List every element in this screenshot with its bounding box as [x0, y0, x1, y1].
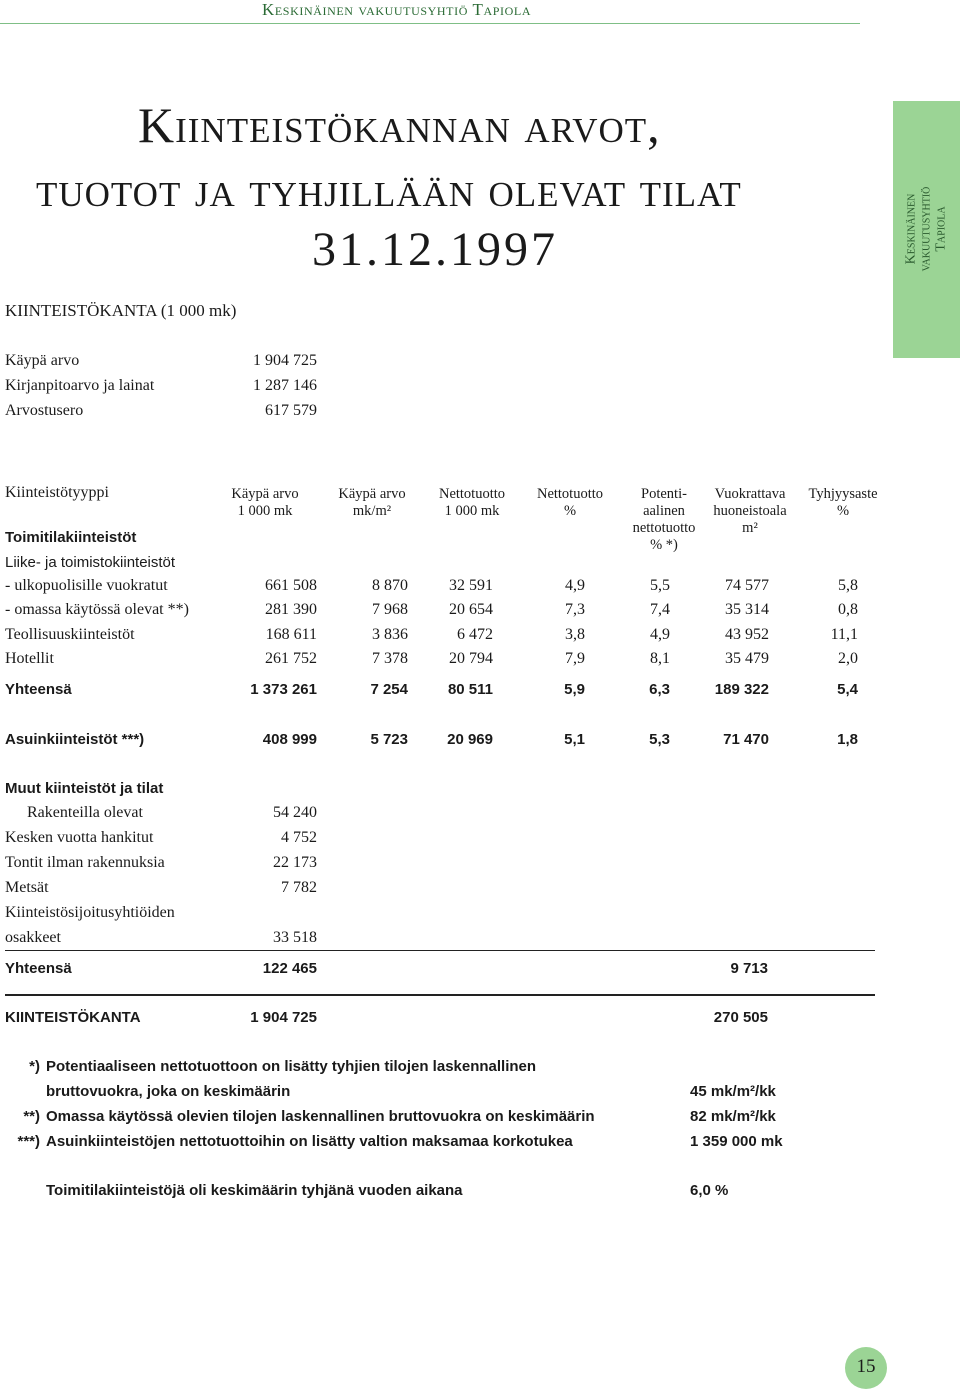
- vacancy-value: 6,0 %: [690, 1182, 729, 1199]
- col-header-nettotuotto-pct: Nettotuotto %: [536, 486, 604, 519]
- grand-total-value: 1 904 725: [250, 1009, 317, 1026]
- cell-row-label: Hotellit: [5, 650, 54, 667]
- summary-heading: KIINTEISTÖKANTA (1 000 mk): [5, 301, 237, 320]
- cell-nettotuotto-pct: 7,3: [565, 601, 585, 618]
- subgroup-label: Liike- ja toimistokiinteistöt: [5, 554, 176, 571]
- cell-kaypa-arvo-m2: 7 968: [372, 601, 408, 618]
- cell-nettotuotto: 20 794: [449, 650, 493, 667]
- cell-tyhjyysaste: 0,8: [838, 601, 858, 618]
- col-header-tyhjyysaste: Tyhjyysaste %: [808, 486, 878, 519]
- grand-total-label: KIINTEISTÖKANTA: [5, 1009, 141, 1026]
- side-tab-line2: vakuutusyhtiö: [918, 186, 934, 272]
- cell-kaypa-arvo-m2: 7 254: [370, 681, 408, 698]
- cell-vuokrattava-ala: 43 952: [725, 626, 769, 643]
- muut-value: 7 782: [281, 879, 317, 896]
- cell-tyhjyysaste: 1,8: [837, 731, 858, 748]
- cell-potentiaalinen-pct: 6,3: [649, 681, 670, 698]
- footnote-text: Omassa käytössä olevien tilojen laskennallinen bruttovuokra on keskimäärin: [46, 1108, 595, 1125]
- title-line1: Kiinteistökannan arvot,: [138, 97, 661, 153]
- cell-row-label: - omassa käytössä olevat **): [5, 601, 189, 618]
- title-line3: 31.12.1997: [312, 223, 558, 276]
- cell-kaypa-arvo: 168 611: [265, 626, 317, 643]
- footnote-mark: ***): [17, 1133, 40, 1150]
- summary-label: Kirjanpitoarvo ja lainat: [5, 377, 155, 394]
- muut-heading: Muut kiinteistöt ja tilat: [5, 780, 164, 797]
- title-line2: tuotot ja tyhjillään olevat tilat: [36, 161, 742, 217]
- cell-vuokrattava-ala: 189 322: [714, 681, 769, 698]
- footnote-text: Asuinkiinteistöjen nettotuottoihin on lisätty valtion maksamaa korkotukea: [46, 1133, 573, 1150]
- muut-label: Metsät: [5, 879, 49, 896]
- cell-tyhjyysaste: 11,1: [830, 626, 858, 643]
- cell-nettotuotto-pct: 4,9: [565, 577, 585, 594]
- cell-row-label: - ulkopuolisille vuokratut: [5, 577, 168, 594]
- cell-kaypa-arvo-m2: 7 378: [372, 650, 408, 667]
- cell-tyhjyysaste: 2,0: [838, 650, 858, 667]
- cell-nettotuotto: 32 591: [449, 577, 493, 594]
- col-header-nettotuotto-1000mk: Nettotuotto 1 000 mk: [438, 486, 506, 519]
- col-header-potentiaalinen: Potenti- aalinen nettotuotto % *): [632, 486, 696, 553]
- muut-total-label: Yhteensä: [5, 960, 72, 977]
- cell-nettotuotto: 20 969: [447, 731, 493, 748]
- muut-label: Kiinteistösijoitusyhtiöiden: [5, 904, 175, 921]
- cell-vuokrattava-ala: 35 479: [725, 650, 769, 667]
- muut-value: 33 518: [273, 929, 317, 946]
- cell-nettotuotto: 20 654: [449, 601, 493, 618]
- muut-label: Tontit ilman rakennuksia: [5, 854, 165, 871]
- side-tab-text: [904, 187, 949, 272]
- cell-tyhjyysaste: 5,8: [838, 577, 858, 594]
- cell-tyhjyysaste: 5,4: [837, 681, 858, 698]
- footnote-value: 82 mk/m²/kk: [690, 1108, 776, 1125]
- cell-nettotuotto-pct: 5,9: [564, 681, 585, 698]
- muut-total-area: 9 713: [730, 960, 768, 977]
- col-header-kaypa-mkm2: Käypä arvo mk/m²: [338, 486, 406, 519]
- divider-thick: [5, 994, 875, 996]
- summary-label: Arvostusero: [5, 402, 84, 419]
- muut-label: osakkeet: [5, 929, 61, 946]
- cell-potentiaalinen-pct: 4,9: [650, 626, 670, 643]
- cell-kaypa-arvo: 261 752: [265, 650, 317, 667]
- header-rule: [0, 23, 860, 24]
- divider: [5, 950, 875, 951]
- summary-value: 1 287 146: [253, 377, 317, 394]
- cell-kaypa-arvo: 408 999: [262, 731, 317, 748]
- cell-potentiaalinen-pct: 5,5: [650, 577, 670, 594]
- cell-vuokrattava-ala: 74 577: [725, 577, 769, 594]
- muut-label: Kesken vuotta hankitut: [5, 829, 154, 846]
- cell-nettotuotto: 80 511: [447, 681, 493, 698]
- footnote-text: Potentiaaliseen nettotuottoon on lisätty tyhjien tilojen laskennallinen: [46, 1058, 537, 1075]
- col-header-vuokrattava: Vuokrattava huoneistoala m²: [713, 486, 787, 536]
- cell-potentiaalinen-pct: 5,3: [649, 731, 670, 748]
- cell-vuokrattava-ala: 35 314: [725, 601, 769, 618]
- cell-nettotuotto-pct: 7,9: [565, 650, 585, 667]
- muut-value: 4 752: [281, 829, 317, 846]
- summary-value: 617 579: [265, 402, 317, 419]
- side-tab-line1: Keskinäinen: [903, 193, 919, 265]
- cell-row-label: Yhteensä: [5, 681, 72, 698]
- muut-value: 54 240: [273, 804, 317, 821]
- summary-value: 1 904 725: [253, 352, 317, 369]
- cell-kaypa-arvo: 661 508: [265, 577, 317, 594]
- cell-potentiaalinen-pct: 8,1: [650, 650, 670, 667]
- cell-nettotuotto-pct: 5,1: [564, 731, 585, 748]
- cell-kaypa-arvo: 281 390: [265, 601, 317, 618]
- cell-kaypa-arvo-m2: 8 870: [372, 577, 408, 594]
- page-number: 15: [856, 1356, 876, 1377]
- side-tab-line3: Tapiola: [933, 206, 949, 252]
- footnote-value: 1 359 000 mk: [690, 1133, 783, 1150]
- cell-nettotuotto-pct: 3,8: [565, 626, 585, 643]
- grand-total-area: 270 505: [713, 1009, 768, 1026]
- cell-row-label: Teollisuuskiinteistöt: [5, 626, 135, 643]
- cell-vuokrattava-ala: 71 470: [723, 731, 769, 748]
- muut-label: Rakenteilla olevat: [27, 804, 143, 821]
- cell-kaypa-arvo: 1 373 261: [250, 681, 317, 698]
- group-label: Toimitilakiinteistöt: [5, 529, 137, 546]
- col-header-type: Kiinteistötyyppi: [5, 484, 109, 501]
- footnote-text: bruttovuokra, joka on keskimäärin: [46, 1083, 291, 1100]
- muut-total-value: 122 465: [262, 960, 317, 977]
- footnote-value: 45 mk/m²/kk: [690, 1083, 776, 1100]
- company-header: Keskinäinen vakuutusyhtiö Tapiola: [262, 0, 532, 19]
- cell-row-label: Asuinkiinteistöt ***): [5, 731, 145, 748]
- summary-label: Käypä arvo: [5, 352, 80, 369]
- muut-value: 22 173: [273, 854, 317, 871]
- cell-kaypa-arvo-m2: 5 723: [370, 731, 408, 748]
- footnote-mark: **): [23, 1108, 40, 1125]
- vacancy-text: Toimitilakiinteistöjä oli keskimäärin tyhjänä vuoden aikana: [46, 1182, 463, 1199]
- cell-potentiaalinen-pct: 7,4: [650, 601, 670, 618]
- cell-kaypa-arvo-m2: 3 836: [372, 626, 408, 643]
- footnote-mark: *): [29, 1058, 40, 1075]
- col-header-kaypa-1000mk: Käypä arvo 1 000 mk: [231, 486, 299, 519]
- cell-nettotuotto: 6 472: [457, 626, 493, 643]
